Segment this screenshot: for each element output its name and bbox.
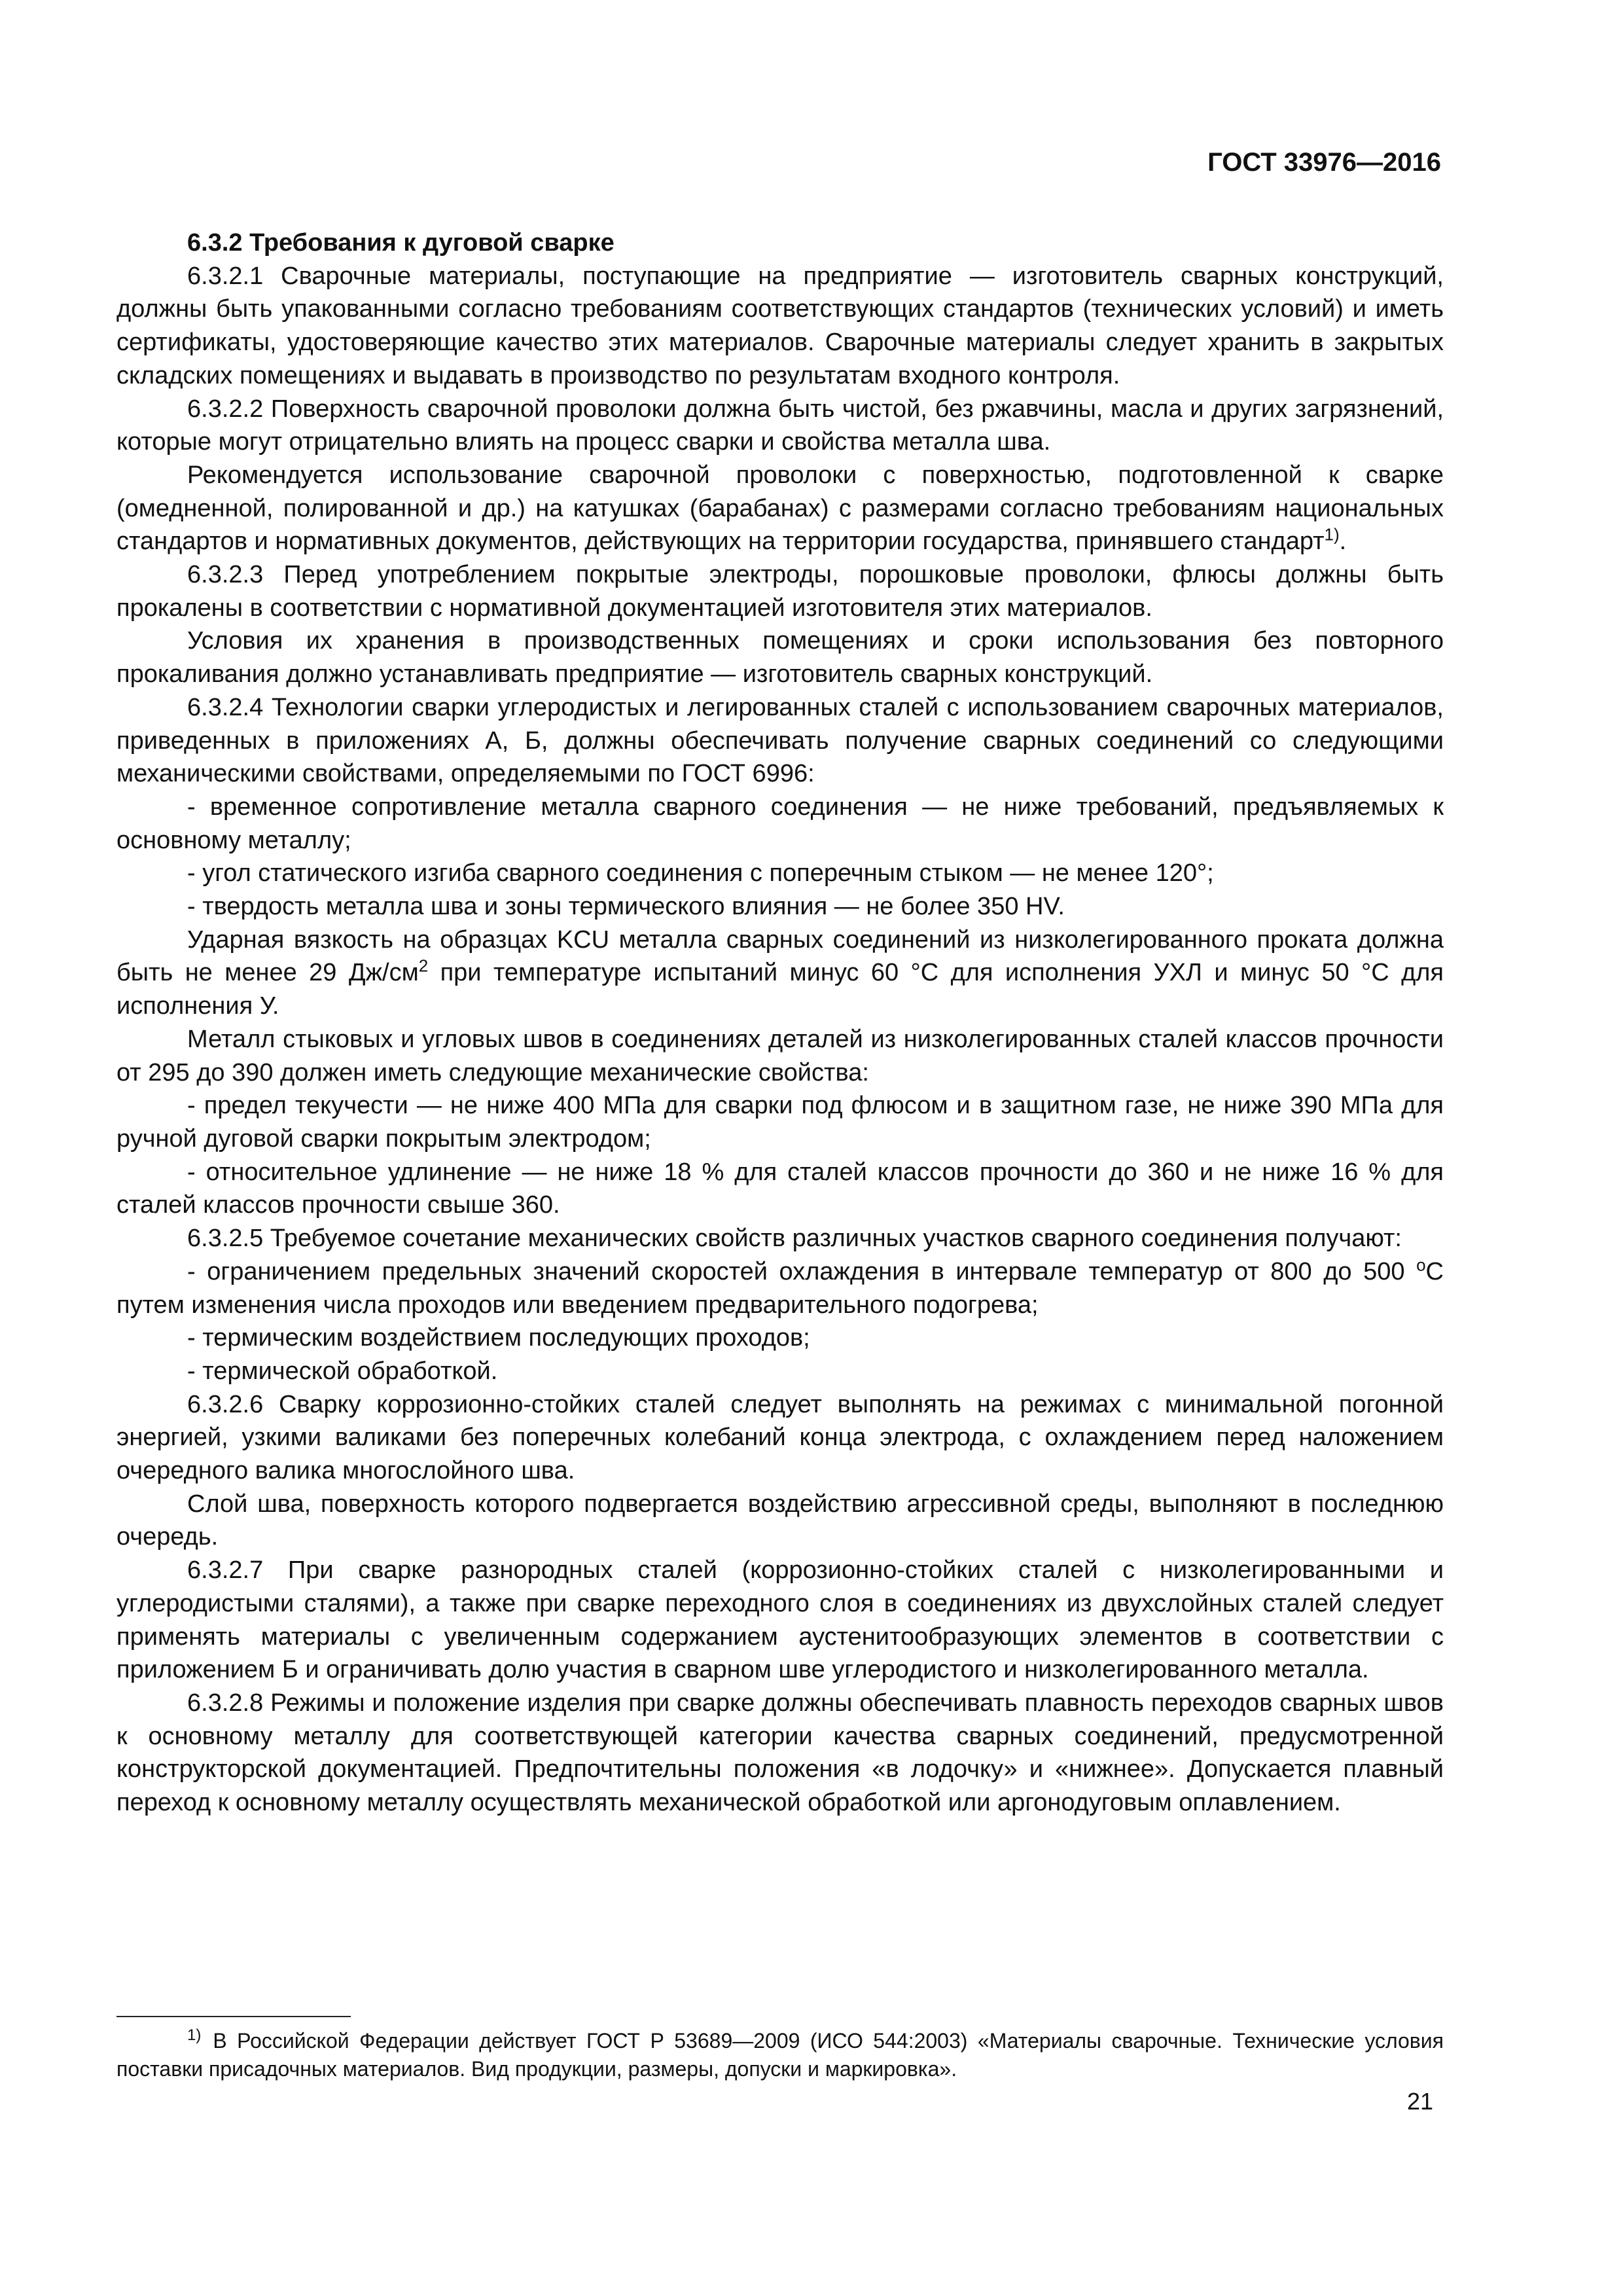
paragraph-text: при температуре испытаний минус 60 °С для исполнения УХЛ и минус 50 °С для исполнения У. — [116, 959, 1444, 1020]
paragraph: Металл стыковых и угловых швов в соединениях деталей из низколегированных сталей классов прочности от 295 до 390 должен иметь следующие механические свойства: — [116, 1025, 1444, 1086]
footnote — [116, 2027, 1444, 2083]
paragraph: 6.3.2.1 Сварочные материалы, поступающие на предприятие — изготовитель сварных конструкций, должны быть упакованными согласно требованиям соответствующих стандартов (технических условий) и иметь сертификаты, удостоверяющие качество этих материалов. Сварочные материалы следует хранить в закрытых складских помещениях и выдавать в производство по результатам входного контроля. — [116, 262, 1444, 389]
paragraph: 6.3.2.3 Перед употреблением покрытые электроды, порошковые проволоки, флюсы должны быть прокалены в соответствии с нормативной документацией изготовителя этих материалов. — [116, 561, 1444, 622]
period: . — [1339, 528, 1347, 556]
paragraph: Слой шва, поверхность которого подвергается воздействию агрессивной среды, выполняют в последнюю очередь. — [116, 1490, 1444, 1551]
footnote-divider — [116, 2016, 351, 2017]
paragraph-text: Ударная вязкость на образцах KCU металла сварных соединений из низколегированного проката должна быть не менее 29 Дж/см — [116, 925, 1444, 987]
paragraph: 6.3.2.8 Режимы и положение изделия при сварке должны обеспечивать плавность переходов сварных швов к основному металлу для соответствующей категории качества сварных соединений, предусмотренной конструкторской документацией. Предпочтительны положения «в лодочку» и «нижнее». Допускается плавный переход к основному металлу осуществлять механической обработкой или аргонодуговым оплавлением. — [116, 1689, 1444, 1817]
list-item: - относительное удлинение — не ниже 18 % для сталей классов прочности до 360 и не ниже 16 % для сталей классов прочности свыше 360. — [116, 1158, 1444, 1219]
section-heading: 6.3.2 Требования к дуговой сварке — [187, 229, 615, 257]
footnote-reference: 1) — [1324, 524, 1340, 545]
document-body — [116, 226, 1444, 1820]
list-item-with-superscript — [116, 1255, 1444, 1321]
list-item: - твердость металла шва и зоны термического влияния — не более 350 HV. — [187, 893, 1065, 921]
paragraph-text: - ограничением предельных значений скоростей охлаждения в интервале температур от 800 до 500 — [187, 1257, 1405, 1285]
document-header: ГОСТ 33976—2016 — [1207, 148, 1441, 177]
paragraph: 6.3.2.2 Поверхность сварочной проволоки должна быть чистой, без ржавчины, масла и других загрязнений, которые могут отрицательно влиять на процесс сварки и свойства металла шва. — [116, 395, 1444, 456]
list-item: - термическим воздействием последующих проходов; — [187, 1324, 810, 1352]
paragraph-with-superscript — [116, 924, 1444, 1023]
paragraph: 6.3.2.7 При сварке разнородных сталей (коррозионно-стойких сталей с низколегированными и углеродистыми сталями), а также при сварке переходного слоя в соединениях из двухслойных сталей следует применять материалы с увеличенным содержанием аустенитообразующих элементов в соответствии с приложением Б и ограничивать долю участия в сварном шве углеродистого и низколегированного металла. — [116, 1556, 1444, 1684]
page-number: 21 — [1406, 2088, 1433, 2115]
footnote-mark: 1) — [187, 2026, 202, 2045]
list-item: - временное сопротивление металла сварного соединения — не ниже требований, предъявляемых к основному металлу; — [116, 793, 1444, 854]
list-item: - угол статического изгиба сварного соединения с поперечным стыком — не менее 120°; — [187, 859, 1214, 888]
paragraph: 6.3.2.4 Технологии сварки углеродистых и легированных сталей с использованием сварочных материалов, приведенных в приложениях А, Б, должны обеспечивать получение сварных соединений со следующими механическими свойствами, определяемыми по ГОСТ 6996: — [116, 693, 1444, 788]
superscript: 2 — [418, 956, 429, 976]
footnote-text: В Российской Федерации действует ГОСТ Р 53689—2009 (ИСО 544:2003) «Материалы сварочные. Технические условия поставки присадочных материалов. Вид продукции, размеры, допуски и маркировка». — [116, 2029, 1444, 2081]
degree-superscript: о — [1416, 1255, 1426, 1275]
paragraph: 6.3.2.5 Требуемое сочетание механических свойств различных участков сварного соединения получают: — [187, 1225, 1402, 1253]
paragraph-with-footnote — [116, 459, 1444, 558]
paragraph-text: Рекомендуется использование сварочной проволоки с поверхностью, подготовленной к сварке (омедненной, полированной и др.) на катушках (барабанах) с размерами согласно требованиям национальных стандартов и нормативных документов, действующих на территории государства, принявшего стандарт — [116, 461, 1444, 556]
paragraph: 6.3.2.6 Сварку коррозионно-стойких сталей следует выполнять на режимах с минимальной погонной энергией, узкими валиками без поперечных колебаний конца электрода, с охлаждением перед наложением очередного валика многослойного шва. — [116, 1390, 1444, 1485]
paragraph: Условия их хранения в производственных помещениях и сроки использования без повторного прокаливания должно устанавливать предприятие — изготовитель сварных конструкций. — [116, 627, 1444, 689]
list-item: - предел текучести — не ниже 400 МПа для сварки под флюсом и в защитном газе, не ниже 390 МПа для ручной дуговой сварки покрытым электродом; — [116, 1092, 1444, 1153]
paragraph-text: С путем изменения числа проходов или введением предварительного подогрева; — [116, 1257, 1444, 1319]
list-item: - термической обработкой. — [187, 1357, 498, 1385]
